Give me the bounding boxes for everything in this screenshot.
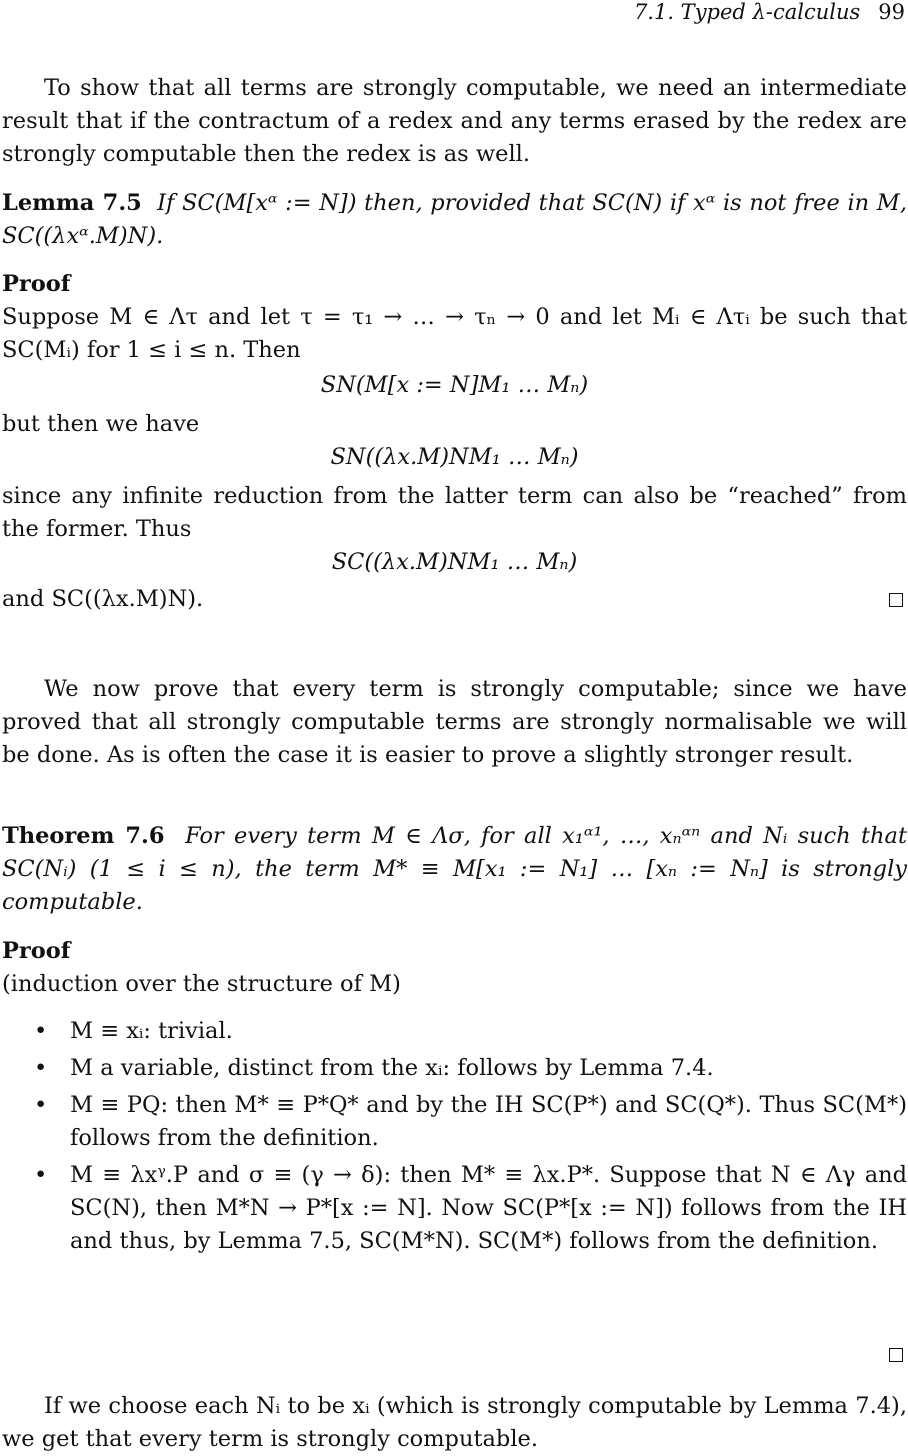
bullet-icon: • [34,1162,48,1188]
page-number: 99 [878,0,905,24]
proof-line: but then we have [2,411,200,437]
bullet-icon: • [34,1018,48,1044]
qed-square-icon [889,1348,903,1362]
bullet-icon: • [34,1092,48,1118]
theorem-statement: For every term M ∈ Λσ, for all x₁ᵅ¹, …, xₙᵅⁿ and Nᵢ such that SC(Nᵢ) (1 ≤ i ≤ n), the term M* ≡ M[x₁ := N₁] … [xₙ := Nₙ] is strongly computable. [2,823,907,915]
theorem-label: Theorem 7.6 [2,823,165,849]
list-item: • M ≡ λxᵞ.P and σ ≡ (γ → δ): then M* ≡ λx.P*. Suppose that N ∈ Λγ and SC(N), then M*N → P*[x := N]. Now SC(P*[x := N]) follows from the IH and thus, by Lemma 7.5, SC(M*N). SC(M*) follows from the definition. [2,1159,907,1258]
closing-text: If we choose each Nᵢ to be xᵢ (which is strongly computable by Lemma 7.4), we get that every term is strongly computable. [2,1393,907,1452]
proof-heading: Proof [2,938,71,964]
display-formula: SC((λx.M)NM₁ … Mₙ) [331,549,578,575]
proof-lemma-7-5 [2,268,907,616]
display-formula: SN(M[x := N]M₁ … Mₙ) [320,372,589,398]
list-item: • M ≡ PQ: then M* ≡ P*Q* and by the IH SC(P*) and SC(Q*). Thus SC(M*) follows from the definition. [2,1089,907,1155]
display-formula: SN((λx.M)NM₁ … Mₙ) [330,444,579,470]
lemma-statement: If SC(M[xᵅ := N]) then, provided that SC(N) if xᵅ is not free in M, SC((λxᵅ.M)N). [2,190,907,249]
bullet-icon: • [34,1055,48,1081]
proof-conclusion: and SC((λx.M)N). [2,586,204,612]
running-head [634,0,905,26]
case-list [2,1015,907,1258]
intro-text: To show that all terms are strongly computable, we need an intermediate result that if the contractum of a redex and any terms erased by the redex are strongly computable then the redex is as well. [2,75,907,167]
proof-line: Suppose M ∈ Λτ and let τ = τ₁ → … → τₙ → 0 and let Mᵢ ∈ Λτᵢ be such that SC(Mᵢ) for 1 ≤ i ≤ n. Then [2,304,907,363]
lemma-7-5 [2,187,907,253]
intro-paragraph [2,72,907,171]
list-item: • M ≡ xᵢ: trivial. [2,1015,907,1048]
proof-line: since any infinite reduction from the latter term can also be “reached” from the former. Thus [2,483,907,542]
book-page [2,0,907,1455]
qed-square-icon [889,593,903,607]
section-title: 7.1. Typed λ-calculus [633,0,861,24]
proof-heading: Proof [2,271,71,297]
closing-paragraph [2,1390,907,1456]
body-text: We now prove that every term is strongly computable; since we have proved that all strongly computable terms are strongly normalisable we will be done. As is often the case it is easier to prove a slightly stronger result. [2,676,907,768]
body-paragraph [2,673,907,772]
proof-theorem-7-6 [2,935,907,1262]
list-item: • M a variable, distinct from the xᵢ: follows by Lemma 7.4. [2,1052,907,1085]
lemma-label: Lemma 7.5 [2,190,142,216]
proof-subtitle: (induction over the structure of M) [2,971,401,997]
theorem-7-6 [2,820,907,919]
